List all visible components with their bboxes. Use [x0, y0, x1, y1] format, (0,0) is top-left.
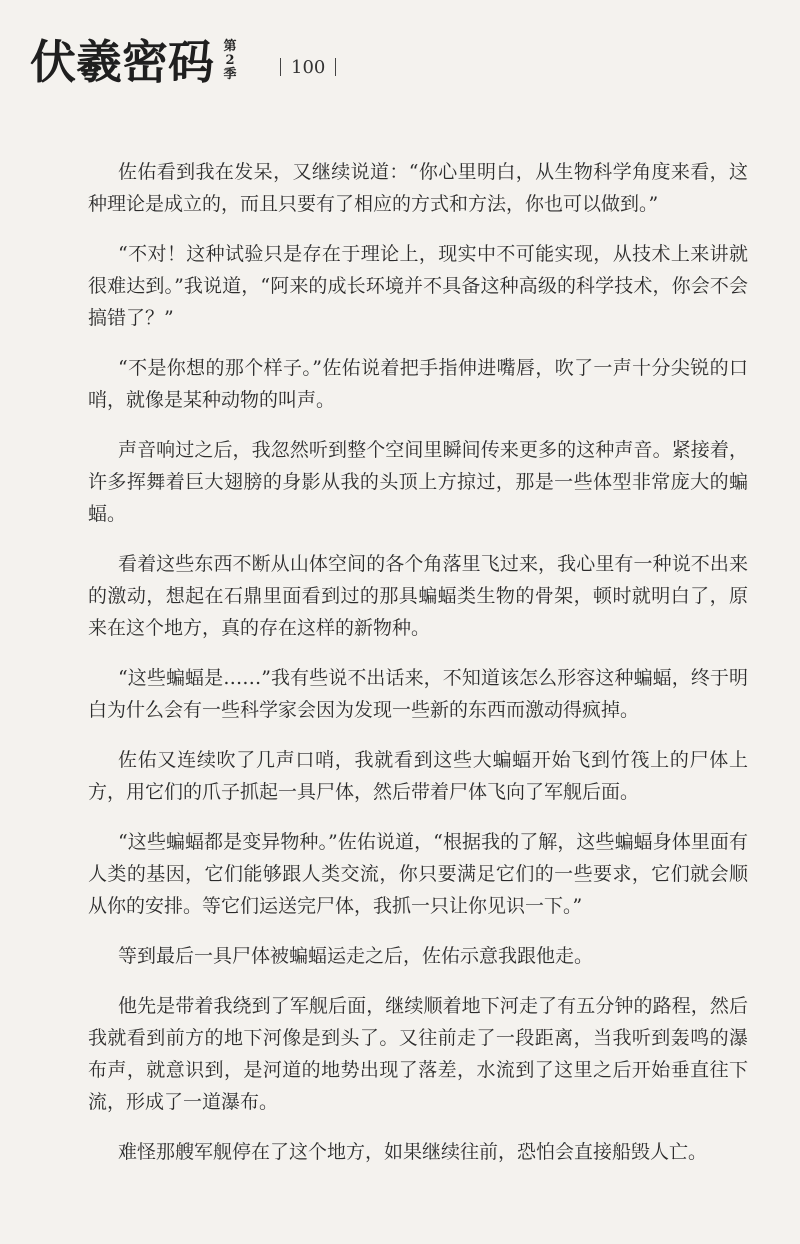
page-number-box [270, 56, 346, 80]
paragraph: 声音响过之后，我忽然听到整个空间里瞬间传来更多的这种声音。紧接着，许多挥舞着巨大翅膀的身影从我的头顶上方掠过，那是一些体型非常庞大的蝙蝠。 [88, 439, 748, 525]
left-bar [280, 58, 281, 76]
body-text [88, 156, 748, 1186]
paragraph: 难怪那艘军舰停在了这个地方，如果继续往前，恐怕会直接船毁人亡。 [118, 1141, 708, 1163]
paragraph: 看着这些东西不断从山体空间的各个角落里飞过来，我心里有一种说不出来的激动，想起在石鼎里面看到过的那具蝙蝠类生物的骨架，顿时就明白了，原来在这个地方，真的存在这样的新物种。 [88, 553, 748, 639]
season-label: 第2季 [223, 39, 237, 82]
paragraph: 佐佑又连续吹了几声口哨，我就看到这些大蝙蝠开始飞到竹筏上的尸体上方，用它们的爪子抓起一具尸体，然后带着尸体飞向了军舰后面。 [88, 749, 748, 803]
paragraph: “这些蝙蝠都是变异物种。”佐佑说道，“根据我的了解，这些蝙蝠身体里面有人类的基因，它们能够跟人类交流，你只要满足它们的一些要求，它们就会顺从你的安排。等它们运送完尸体，我抓一只让你见识一下。” [88, 831, 748, 917]
paragraph: 他先是带着我绕到了军舰后面，继续顺着地下河走了有五分钟的路程，然后我就看到前方的地下河像是到头了。又往前走了一段距离，当我听到轰鸣的瀑布声，就意识到，是河道的地势出现了落差，水流到了这里之后开始垂直往下流，形成了一道瀑布。 [88, 995, 748, 1113]
paragraph: 佐佑看到我在发呆，又继续说道：“你心里明白，从生物科学角度来看，这种理论是成立的，而且只要有了相应的方式和方法，你也可以做到。” [88, 161, 748, 215]
paragraph: “不是你想的那个样子。”佐佑说着把手指伸进嘴唇，吹了一声十分尖锐的口哨，就像是某种动物的叫声。 [88, 357, 748, 411]
right-bar [335, 58, 336, 76]
paragraph: “这些蝙蝠是……”我有些说不出话来，不知道该怎么形容这种蝙蝠，终于明白为什么会有一些科学家会因为发现一些新的东西而激动得疯掉。 [88, 667, 748, 721]
paragraph: “不对！这种试验只是存在于理论上，现实中不可能实现，从技术上来讲就很难达到。”我说道，“阿来的成长环境并不具备这种高级的科学技术，你会不会搞错了？” [88, 243, 748, 329]
page-number: 100 [291, 57, 326, 78]
book-title: 伏羲密码 [30, 35, 214, 89]
paragraph: 等到最后一具尸体被蝙蝠运走之后，佐佑示意我跟他走。 [118, 945, 594, 967]
